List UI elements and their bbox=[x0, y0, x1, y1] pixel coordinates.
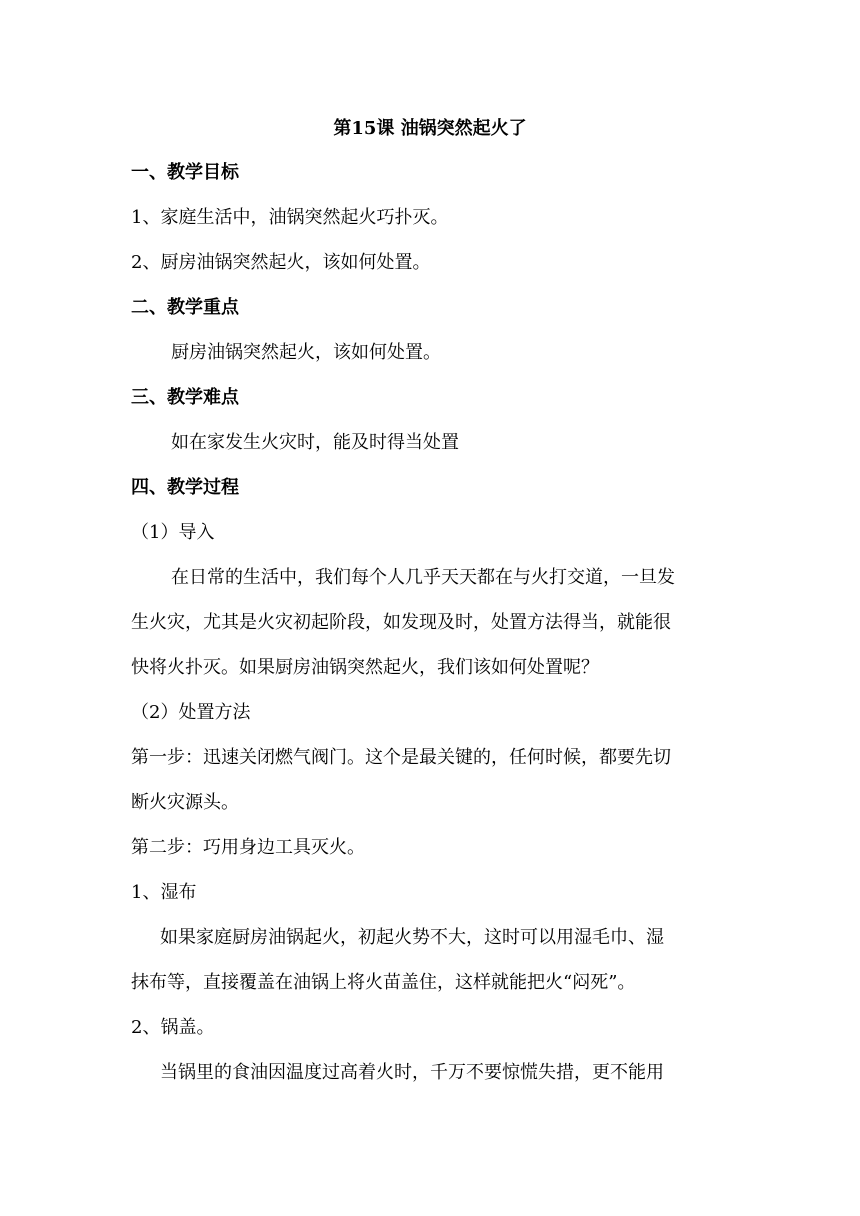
objective-item-1: 1、家庭生活中，油锅突然起火巧扑灭。 bbox=[131, 207, 449, 228]
step2-text: 第二步：巧用身边工具灭火。 bbox=[131, 837, 365, 858]
method-label: （2）处置方法 bbox=[131, 702, 251, 723]
difficulties-text: 如在家发生火灾时，能及时得当处置 bbox=[171, 432, 459, 453]
intro-paragraph-line-3: 快将火扑灭。如果厨房油锅突然起火，我们该如何处置呢？ bbox=[131, 657, 599, 678]
intro-paragraph-line-1: 在日常的生活中，我们每个人几乎天天都在与火打交道，一旦发 bbox=[171, 567, 675, 588]
section-heading-difficulties: 三、教学难点 bbox=[131, 387, 239, 408]
document-title: 第15课 油锅突然起火了 bbox=[333, 118, 527, 139]
section-heading-process: 四、教学过程 bbox=[131, 477, 239, 498]
step1-line-2: 断火灾源头。 bbox=[131, 792, 239, 813]
key-points-text: 厨房油锅突然起火，该如何处置。 bbox=[171, 342, 441, 363]
tool2-label: 2、锅盖。 bbox=[131, 1017, 215, 1038]
step1-line-1: 第一步：迅速关闭燃气阀门。这个是最关键的，任何时候，都要先切 bbox=[131, 747, 671, 768]
tool1-paragraph-line-2: 抹布等，直接覆盖在油锅上将火苗盖住，这样就能把火“闷死”。 bbox=[131, 972, 636, 993]
section-heading-objectives: 一、教学目标 bbox=[131, 162, 239, 183]
intro-paragraph-line-2: 生火灾，尤其是火灾初起阶段，如发现及时，处置方法得当，就能很 bbox=[131, 612, 671, 633]
tool1-label: 1、湿布 bbox=[131, 882, 197, 903]
objective-item-2: 2、厨房油锅突然起火，该如何处置。 bbox=[131, 252, 431, 273]
intro-label: （1）导入 bbox=[131, 522, 215, 543]
tool1-paragraph-line-1: 如果家庭厨房油锅起火，初起火势不大，这时可以用湿毛巾、湿 bbox=[160, 927, 664, 948]
section-heading-key-points: 二、教学重点 bbox=[131, 297, 239, 318]
tool2-paragraph-line-1: 当锅里的食油因温度过高着火时，千万不要惊慌失措，更不能用 bbox=[160, 1062, 664, 1083]
